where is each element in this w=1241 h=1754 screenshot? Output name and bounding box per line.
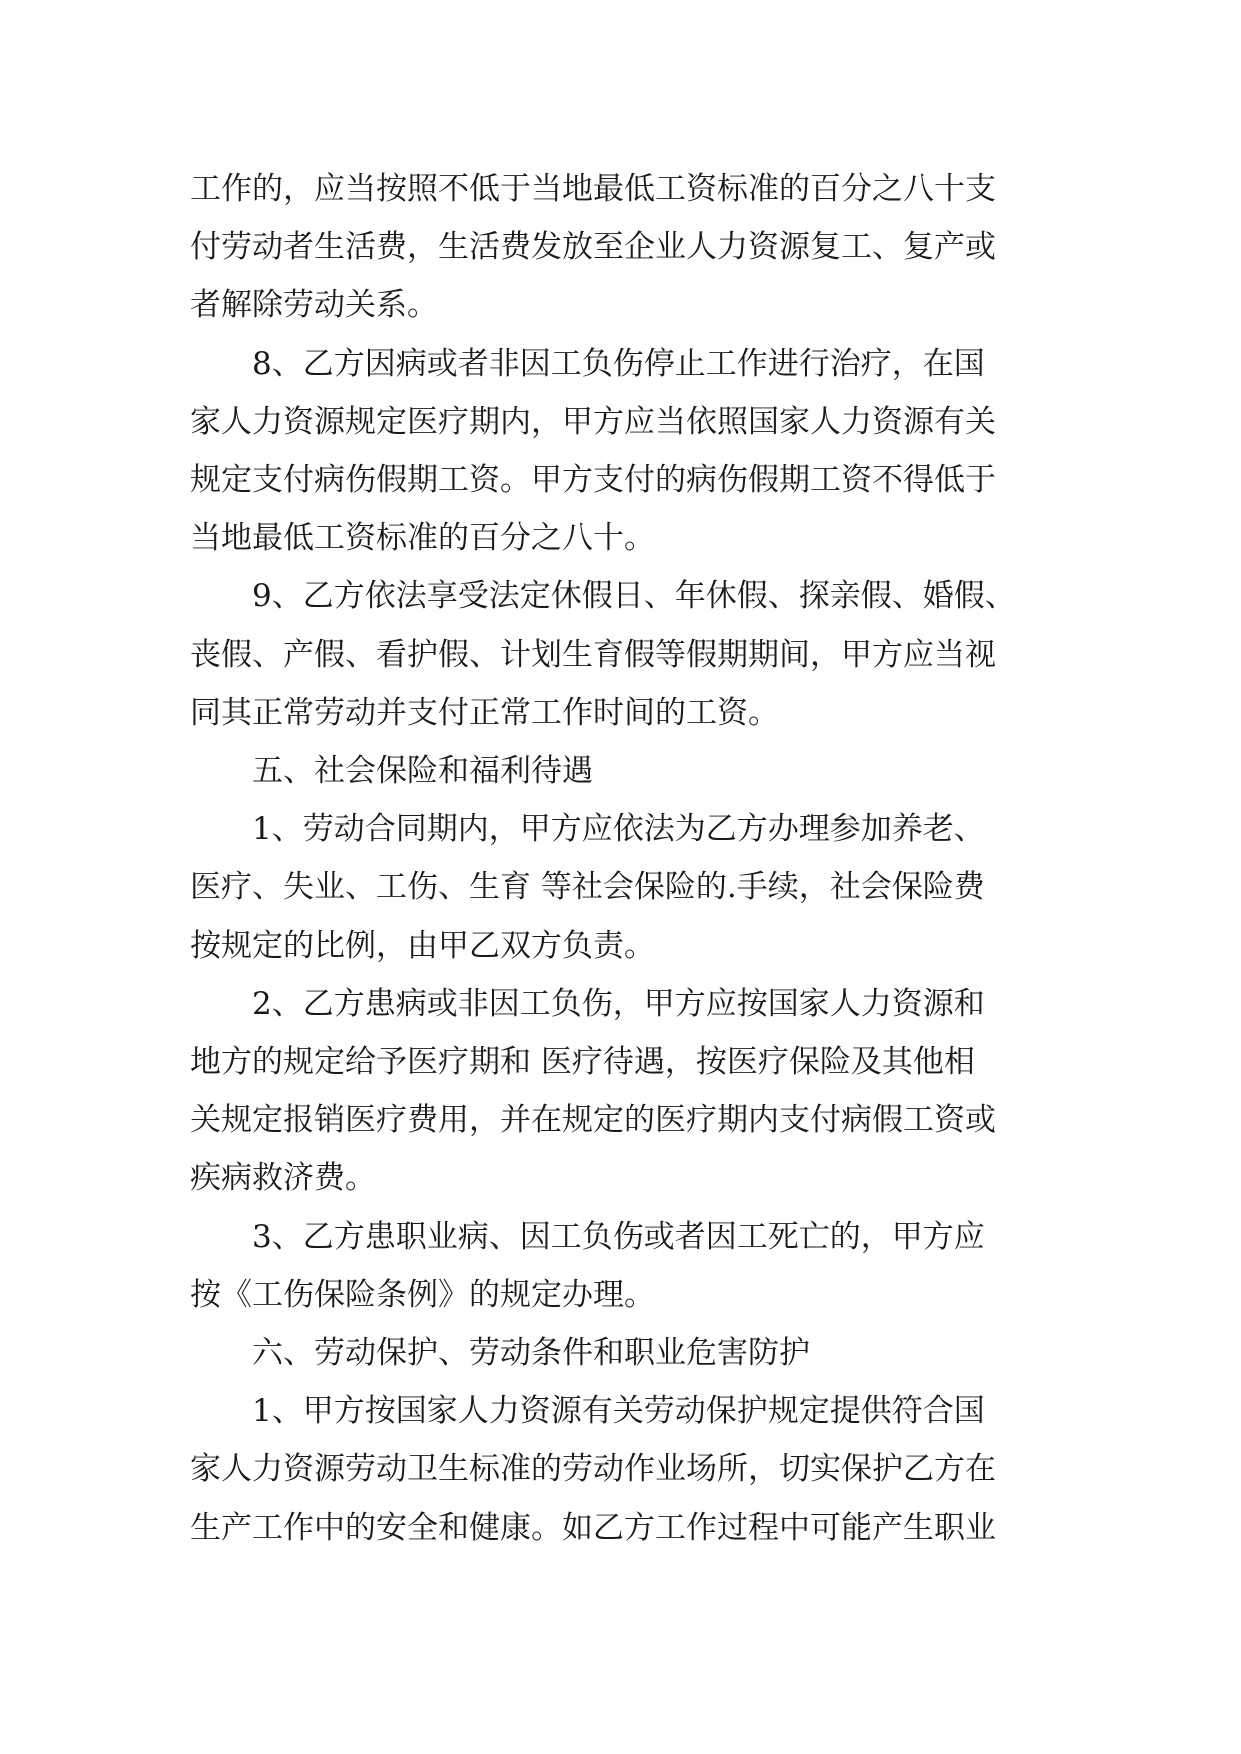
text-line: 1、甲方按国家人力资源有关劳动保护规定提供符合国 (252, 1393, 985, 1430)
text-line: 按规定的比例，由甲乙双方负责。 (190, 927, 655, 964)
text-line: 丧假、产假、看护假、计划生育假等假期期间，甲方应当视 (190, 636, 996, 673)
paragraph-section5-item-1 (190, 800, 1050, 975)
text-line: 规定支付病伤假期工资。甲方支付的病伤假期工资不得低于 (190, 462, 996, 499)
text-line: 者解除劳动关系。 (190, 287, 438, 324)
text-line: 9、乙方依法享受法定休假日、年休假、探亲假、婚假、 (252, 578, 1016, 615)
text-line: 2、乙方患病或非因工负伤，甲方应按国家人力资源和 (252, 985, 985, 1022)
section-heading-6 (190, 1324, 1050, 1382)
text-line: 疾病救济费。 (190, 1160, 376, 1197)
text-line: 工作的，应当按照不低于当地最低工资标准的百分之八十支 (190, 171, 996, 207)
text-line: 家人力资源规定医疗期内，甲方应当依照国家人力资源有关 (190, 403, 996, 440)
text-line: 生产工作中的安全和健康。如乙方工作过程中可能产生职业 (190, 1509, 996, 1546)
paragraph-section6-item-1 (190, 1382, 1050, 1557)
text-line: 医疗、失业、工伤、生育 等社会保险的.手续，社会保险费 (190, 869, 985, 906)
paragraph-item-9 (190, 567, 1050, 742)
heading-line: 五、社会保险和福利待遇 (252, 753, 593, 790)
paragraph-item-8 (190, 335, 1050, 568)
text-line: 关规定报销医疗费用，并在规定的医疗期内支付病假工资或 (190, 1102, 996, 1139)
heading-line: 六、劳动保护、劳动条件和职业危害防护 (252, 1335, 810, 1372)
paragraph-continuation (190, 160, 1050, 335)
section-heading-5 (190, 742, 1050, 800)
text-line: 家人力资源劳动卫生标准的劳动作业场所，切实保护乙方在 (190, 1451, 996, 1488)
text-line: 付劳动者生活费，生活费发放至企业人力资源复工、复产或 (190, 229, 996, 266)
text-line: 按《工伤保险条例》的规定办理。 (190, 1276, 655, 1313)
paragraph-section5-item-2 (190, 975, 1050, 1208)
text-line: 3、乙方患职业病、因工负伤或者因工死亡的，甲方应 (252, 1218, 985, 1255)
text-line: 8、乙方因病或者非因工负伤停止工作进行治疗，在国 (252, 345, 985, 382)
text-line: 1、劳动合同期内，甲方应依法为乙方办理参加养老、 (252, 811, 985, 848)
text-line: 同其正常劳动并支付正常工作时间的工资。 (190, 694, 779, 731)
paragraph-section5-item-3 (190, 1208, 1050, 1324)
text-line: 当地最低工资标准的百分之八十。 (190, 520, 655, 557)
document-body (190, 160, 1050, 1557)
text-line: 地方的规定给予医疗期和 医疗待遇，按医疗保险及其他相 (190, 1044, 975, 1081)
